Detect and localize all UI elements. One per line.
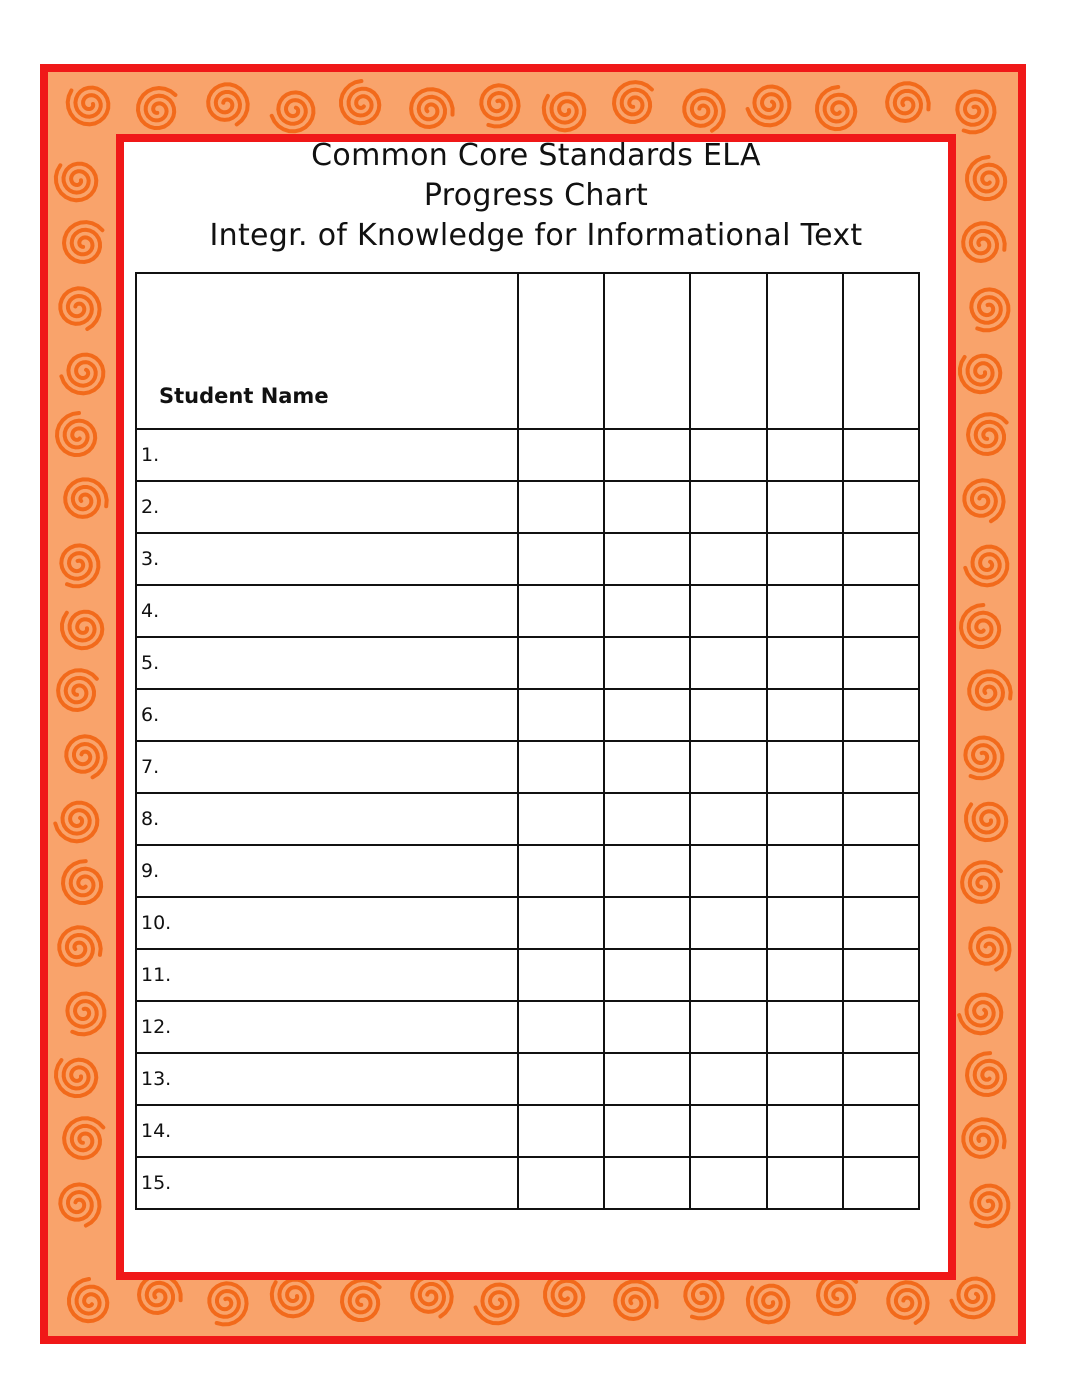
spiral-icon (684, 90, 723, 130)
student-name-cell[interactable]: 4. (136, 585, 518, 637)
spiral-icon (615, 1281, 657, 1319)
spiral-icon (960, 356, 1000, 393)
progress-table (135, 272, 920, 1210)
progress-cell[interactable] (518, 741, 604, 793)
progress-cell[interactable] (604, 585, 690, 637)
progress-cell[interactable] (690, 897, 767, 949)
spiral-icon (481, 85, 518, 126)
progress-cell[interactable] (604, 637, 690, 689)
skill-column-header (518, 273, 604, 429)
progress-cell[interactable] (767, 1053, 843, 1105)
spiral-icon (55, 803, 97, 842)
student-name-cell[interactable]: 6. (136, 689, 518, 741)
progress-cell[interactable] (843, 1157, 919, 1209)
table-row (136, 793, 919, 845)
progress-cell[interactable] (518, 1001, 604, 1053)
spiral-icon (966, 804, 1006, 840)
spiral-icon (965, 547, 1007, 586)
progress-cell[interactable] (767, 481, 843, 533)
spiral-icon (476, 1285, 518, 1324)
progress-cell[interactable] (690, 845, 767, 897)
spiral-icon (411, 89, 453, 127)
table-row (136, 845, 919, 897)
table-row (136, 949, 919, 1001)
spiral-icon (965, 738, 1002, 779)
progress-cell[interactable] (843, 429, 919, 481)
table-row (136, 1105, 919, 1157)
spiral-icon (963, 1119, 1004, 1157)
progress-cell[interactable] (690, 793, 767, 845)
progress-cell[interactable] (843, 793, 919, 845)
progress-cell[interactable] (767, 1157, 843, 1209)
spiral-icon (272, 1280, 313, 1317)
table-row (136, 1053, 919, 1105)
progress-cell[interactable] (767, 1105, 843, 1157)
progress-cell[interactable] (604, 793, 690, 845)
spiral-icon (817, 87, 855, 129)
page-title: Common Core Standards ELA (311, 138, 761, 173)
progress-cell[interactable] (604, 949, 690, 1001)
spiral-icon (66, 736, 105, 777)
progress-cell[interactable] (843, 897, 919, 949)
spiral-icon (952, 1279, 994, 1318)
table-row (136, 741, 919, 793)
progress-cell[interactable] (767, 741, 843, 793)
progress-cell[interactable] (604, 1157, 690, 1209)
spiral-icon (59, 927, 100, 965)
table-row (136, 637, 919, 689)
progress-cell[interactable] (518, 793, 604, 845)
spiral-icon (967, 1053, 1005, 1095)
student-name-cell[interactable]: 1. (136, 429, 518, 481)
spiral-icon (544, 94, 585, 131)
spiral-icon (61, 545, 98, 586)
progress-cell[interactable] (843, 949, 919, 1001)
progress-cell[interactable] (767, 793, 843, 845)
progress-cell[interactable] (767, 585, 843, 637)
table-row (136, 585, 919, 637)
student-name-cell[interactable]: 9. (136, 845, 518, 897)
spiral-icon (964, 480, 1003, 521)
progress-cell[interactable] (690, 1157, 767, 1209)
progress-cell[interactable] (767, 533, 843, 585)
spiral-icon (967, 157, 1005, 199)
table-row (136, 1157, 919, 1209)
progress-cell[interactable] (604, 1053, 690, 1105)
spiral-icon (963, 223, 1005, 261)
spiral-icon (58, 670, 97, 710)
spiral-icon (272, 92, 314, 131)
spiral-icon (68, 88, 109, 125)
spiral-icon (56, 1060, 96, 1096)
progress-cell[interactable] (843, 845, 919, 897)
progress-cell[interactable] (843, 741, 919, 793)
spiral-icon (64, 222, 102, 262)
progress-cell[interactable] (518, 949, 604, 1001)
skill-column-header (604, 273, 690, 429)
spiral-icon (341, 81, 379, 123)
table-header-row (136, 273, 919, 429)
spiral-icon (748, 1286, 788, 1323)
spiral-icon (65, 479, 107, 517)
progress-cell[interactable] (604, 481, 690, 533)
student-name-cell[interactable]: 14. (136, 1105, 518, 1157)
spiral-icon (961, 605, 999, 647)
student-name-cell[interactable]: 12. (136, 1001, 518, 1053)
spiral-icon (614, 82, 652, 122)
table-row (136, 481, 919, 533)
progress-cell[interactable] (518, 585, 604, 637)
student-name-cell[interactable]: 5. (136, 637, 518, 689)
progress-cell[interactable] (518, 533, 604, 585)
student-name-cell[interactable]: 15. (136, 1157, 518, 1209)
spiral-icon (57, 413, 95, 455)
student-name-header: Student Name (136, 273, 518, 429)
spiral-icon (60, 288, 99, 329)
table-row (136, 897, 919, 949)
student-name-cell[interactable]: 8. (136, 793, 518, 845)
student-name-cell[interactable]: 2. (136, 481, 518, 533)
progress-cell[interactable] (518, 1053, 604, 1105)
spiral-icon (959, 995, 1001, 1034)
spiral-icon (209, 1283, 246, 1324)
progress-cell[interactable] (518, 897, 604, 949)
progress-cell[interactable] (604, 689, 690, 741)
progress-cell[interactable] (690, 1001, 767, 1053)
student-name-cell[interactable]: 10. (136, 897, 518, 949)
progress-cell[interactable] (767, 1001, 843, 1053)
progress-cell[interactable] (843, 1053, 919, 1105)
skill-column-header (690, 273, 767, 429)
skill-column-header (843, 273, 919, 429)
progress-cell[interactable] (518, 689, 604, 741)
spiral-icon (62, 612, 102, 649)
progress-cell[interactable] (604, 741, 690, 793)
spiral-icon (138, 88, 175, 128)
skill-column-header (767, 273, 843, 429)
spiral-icon (888, 1282, 927, 1323)
progress-cell[interactable] (767, 845, 843, 897)
progress-cell[interactable] (604, 897, 690, 949)
progress-cell[interactable] (843, 533, 919, 585)
progress-cell[interactable] (604, 533, 690, 585)
student-name-cell[interactable]: 7. (136, 741, 518, 793)
spiral-icon (63, 861, 101, 903)
student-name-cell[interactable]: 3. (136, 533, 518, 585)
spiral-icon (61, 355, 103, 394)
progress-cell[interactable] (843, 637, 919, 689)
spiral-icon (748, 87, 790, 126)
progress-cell[interactable] (767, 689, 843, 741)
progress-cell[interactable] (518, 1157, 604, 1209)
progress-cell[interactable] (604, 1001, 690, 1053)
student-name-cell[interactable]: 11. (136, 949, 518, 1001)
progress-cell[interactable] (843, 1001, 919, 1053)
page-topic: Integr. of Knowledge for Informational Text (209, 218, 863, 253)
page-subtitle: Progress Chart (423, 178, 649, 213)
progress-cell[interactable] (767, 429, 843, 481)
spiral-icon (957, 91, 994, 132)
spiral-icon (64, 1118, 103, 1158)
progress-cell[interactable] (518, 429, 604, 481)
progress-cell[interactable] (690, 533, 767, 585)
spiral-icon (971, 1186, 1008, 1227)
spiral-icon (968, 414, 1007, 454)
progress-cell[interactable] (518, 637, 604, 689)
table-row (136, 1001, 919, 1053)
spiral-icon (139, 1275, 181, 1313)
progress-cell[interactable] (843, 585, 919, 637)
spiral-icon (970, 928, 1009, 969)
progress-cell[interactable] (767, 897, 843, 949)
progress-cell[interactable] (690, 741, 767, 793)
progress-cell[interactable] (604, 429, 690, 481)
progress-cell[interactable] (767, 637, 843, 689)
student-name-cell[interactable]: 13. (136, 1053, 518, 1105)
progress-cell[interactable] (518, 1105, 604, 1157)
spiral-icon (67, 994, 104, 1035)
table-row (136, 533, 919, 585)
progress-cell[interactable] (690, 481, 767, 533)
progress-cell[interactable] (843, 1105, 919, 1157)
spiral-icon (60, 1184, 99, 1225)
progress-cell[interactable] (690, 689, 767, 741)
spiral-icon (971, 289, 1008, 330)
progress-cell[interactable] (843, 481, 919, 533)
progress-cell[interactable] (690, 585, 767, 637)
spiral-icon (685, 1277, 722, 1318)
progress-cell[interactable] (690, 949, 767, 1001)
spiral-icon (69, 1279, 107, 1321)
spiral-icon (56, 164, 96, 201)
progress-cell[interactable] (690, 1053, 767, 1105)
progress-cell[interactable] (604, 1105, 690, 1157)
progress-cell[interactable] (518, 845, 604, 897)
spiral-icon (887, 83, 929, 121)
spiral-icon (342, 1280, 380, 1320)
spiral-icon (208, 84, 248, 124)
progress-cell[interactable] (843, 689, 919, 741)
spiral-icon (969, 671, 1011, 709)
spiral-icon (962, 862, 1001, 902)
progress-cell[interactable] (690, 429, 767, 481)
progress-cell[interactable] (518, 481, 604, 533)
spiral-icon (412, 1276, 452, 1316)
table-row (136, 429, 919, 481)
progress-cell[interactable] (690, 637, 767, 689)
progress-cell[interactable] (690, 1105, 767, 1157)
progress-cell[interactable] (604, 845, 690, 897)
spiral-icon (818, 1274, 856, 1314)
table-row (136, 689, 919, 741)
progress-cell[interactable] (767, 949, 843, 1001)
